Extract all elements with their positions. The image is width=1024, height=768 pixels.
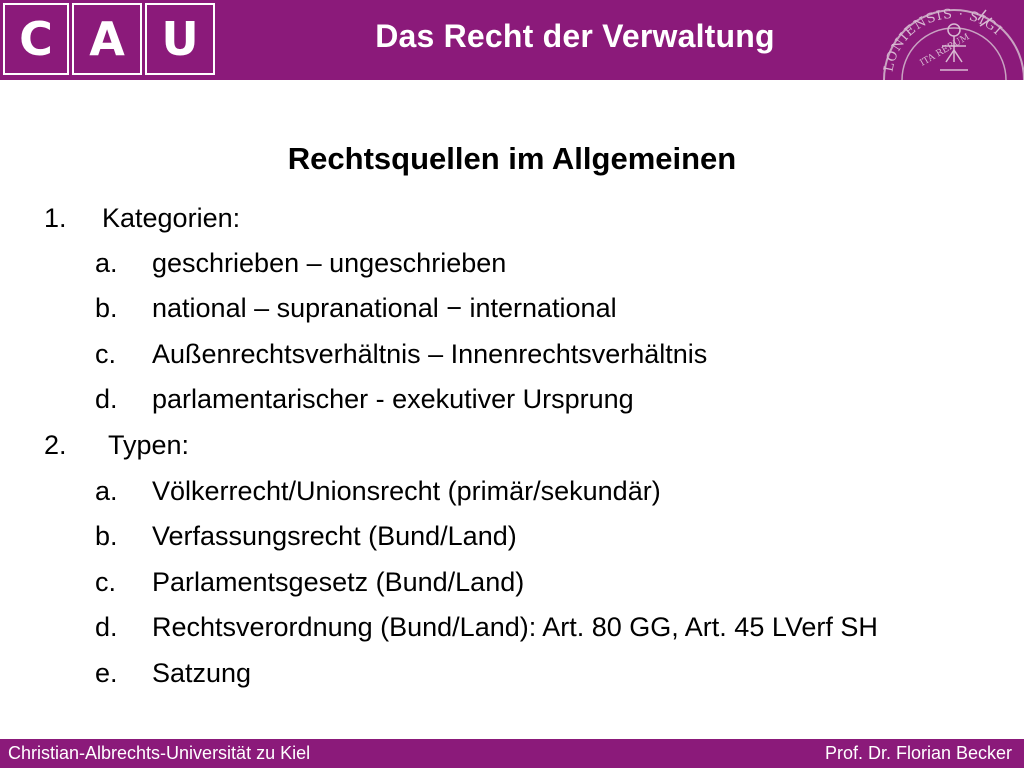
cau-logo	[3, 3, 218, 77]
header-title: Das Recht der Verwaltung	[375, 18, 775, 54]
list-text: parlamentarischer - exekutiver Ursprung	[152, 384, 634, 414]
list-text: Außenrechtsverhältnis – Innenrechtsverhältnis	[152, 339, 708, 369]
list-text: Verfassungsrecht (Bund/Land)	[152, 521, 517, 551]
list-text: Typen:	[108, 430, 190, 460]
list-marker: 2.	[44, 430, 67, 460]
logo-letter-c: C	[3, 3, 69, 75]
list-marker: a.	[95, 248, 118, 278]
slide-title: Rechtsquellen im Allgemeinen	[287, 141, 737, 176]
list-marker: e.	[95, 658, 118, 688]
svg-text:LONIENSIS · SIGI: LONIENSIS · SIGI	[881, 6, 1005, 74]
list-marker: b.	[95, 521, 118, 551]
list-text: Kategorien:	[102, 203, 241, 233]
list-marker: b.	[95, 293, 118, 323]
list-text: Rechtsverordnung (Bund/Land): Art. 80 GG, Art. 45 LVerf SH	[152, 612, 878, 642]
logo-letter-a: A	[72, 3, 142, 75]
svg-text:ITA RERUM: ITA RERUM	[918, 32, 972, 69]
list-marker: c.	[95, 339, 117, 369]
list-text: geschrieben – ungeschrieben	[152, 248, 507, 278]
logo-letter-u: U	[145, 3, 215, 75]
footer-author: Prof. Dr. Florian Becker	[824, 743, 1012, 763]
list-marker: d.	[95, 612, 118, 642]
list-text: national – supranational − international	[152, 293, 617, 323]
list-marker: 1.	[44, 203, 67, 233]
list-text: Satzung	[152, 658, 252, 688]
list-text: Parlamentsgesetz (Bund/Land)	[152, 567, 525, 597]
university-seal-icon	[874, 0, 1024, 80]
list-marker: c.	[95, 567, 117, 597]
header-bar	[0, 0, 1024, 80]
footer-university: Christian-Albrechts-Universität zu Kiel	[8, 743, 311, 763]
footer-bar	[0, 739, 1024, 768]
list-marker: d.	[95, 384, 118, 414]
list-text: Völkerrecht/Unionsrecht (primär/sekundär)	[152, 476, 661, 506]
list-marker: a.	[95, 476, 118, 506]
